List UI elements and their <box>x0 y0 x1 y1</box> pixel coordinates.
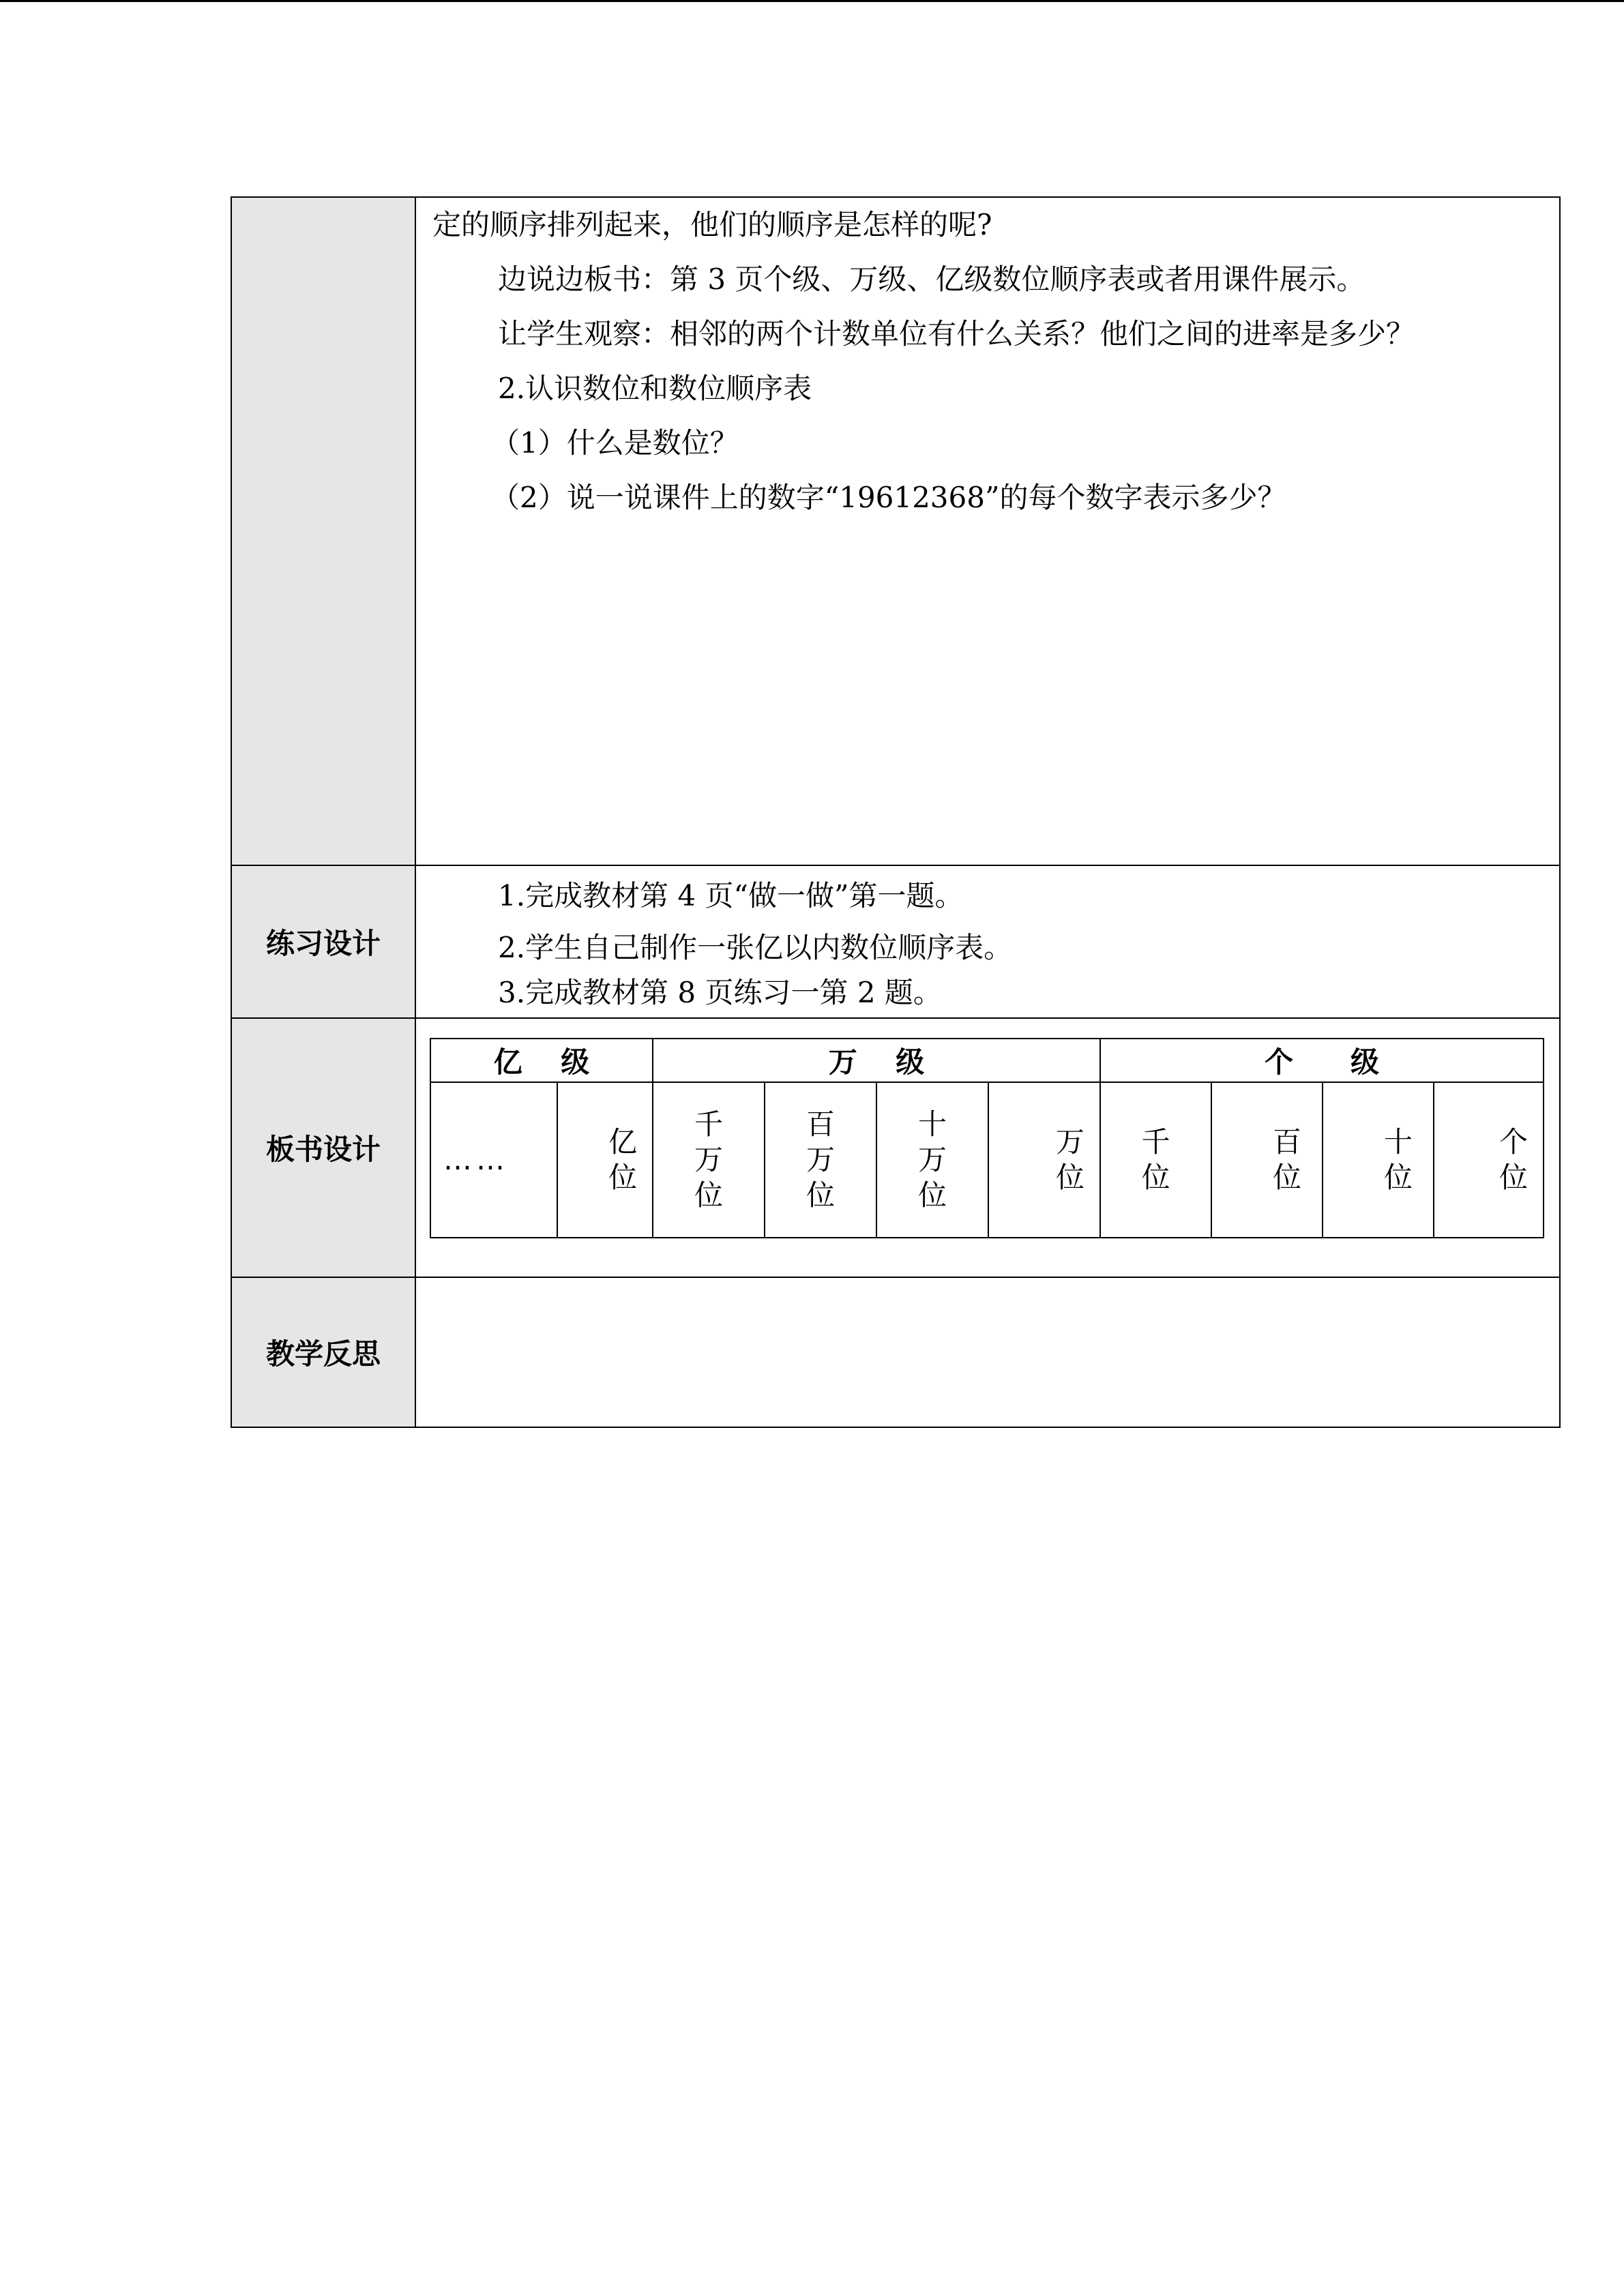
top-border-line <box>0 0 1624 2</box>
place-baiwan: 百万位 <box>765 1082 876 1238</box>
place-yi: 亿位 <box>557 1082 653 1238</box>
process-line-2: 边说边板书：第 3 页个级、万级、亿级数位顺序表或者用课件展示。 <box>498 263 1365 296</box>
process-line-5: （1）什么是数位？ <box>491 426 739 460</box>
process-line-1: 定的顺序排列起来，他们的顺序是怎样的呢? <box>432 208 992 241</box>
place-qian: 千位 <box>1100 1082 1211 1238</box>
place-value-order-table <box>430 1038 1544 1238</box>
reflection-row <box>231 1277 1560 1427</box>
place-ge: 个位 <box>1434 1082 1544 1238</box>
place-shi: 十位 <box>1323 1082 1434 1238</box>
process-line-6: （2）说一说课件上的数字“19612368”的每个数字表示多少？ <box>491 481 1286 514</box>
process-line-3: 让学生观察：相邻的两个计数单位有什么关系？他们之间的进率是多少？ <box>498 317 1415 351</box>
group-ge-header: 个 级 <box>1100 1039 1544 1082</box>
practice-content-cell <box>415 865 1560 1018</box>
practice-item-3: 3.完成教材第 8 页练习一第 2 题。 <box>498 976 942 1009</box>
reflection-content-cell <box>415 1277 1560 1427</box>
teaching-process-label-cell <box>231 197 415 865</box>
practice-item-1: 1.完成教材第 4 页“做一做”第一题。 <box>498 879 964 912</box>
board-design-content-cell <box>415 1018 1560 1277</box>
lesson-plan-table <box>231 196 1561 1428</box>
group-yi-header: 亿 级 <box>430 1039 653 1082</box>
place-bai: 百位 <box>1211 1082 1323 1238</box>
board-design-label: 板书设计 <box>231 1018 415 1277</box>
process-line-4: 2.认识数位和数位顺序表 <box>498 372 812 405</box>
place-qianwan: 千万位 <box>653 1082 765 1238</box>
board-design-row <box>231 1018 1560 1277</box>
practice-item-2: 2.学生自己制作一张亿以内数位顺序表。 <box>498 931 1013 964</box>
teaching-process-content-cell <box>415 197 1560 865</box>
practice-row <box>231 865 1560 1018</box>
teaching-process-row <box>231 197 1560 865</box>
place-group-header-row <box>430 1039 1544 1082</box>
place-shiwan: 十万位 <box>876 1082 988 1238</box>
group-wan-header: 万 级 <box>653 1039 1100 1082</box>
place-wan: 万位 <box>988 1082 1100 1238</box>
place-names-row <box>430 1082 1544 1238</box>
reflection-label: 教学反思 <box>231 1277 415 1427</box>
practice-label: 练习设计 <box>231 865 415 1018</box>
ellipsis-cell: …… <box>430 1082 557 1238</box>
